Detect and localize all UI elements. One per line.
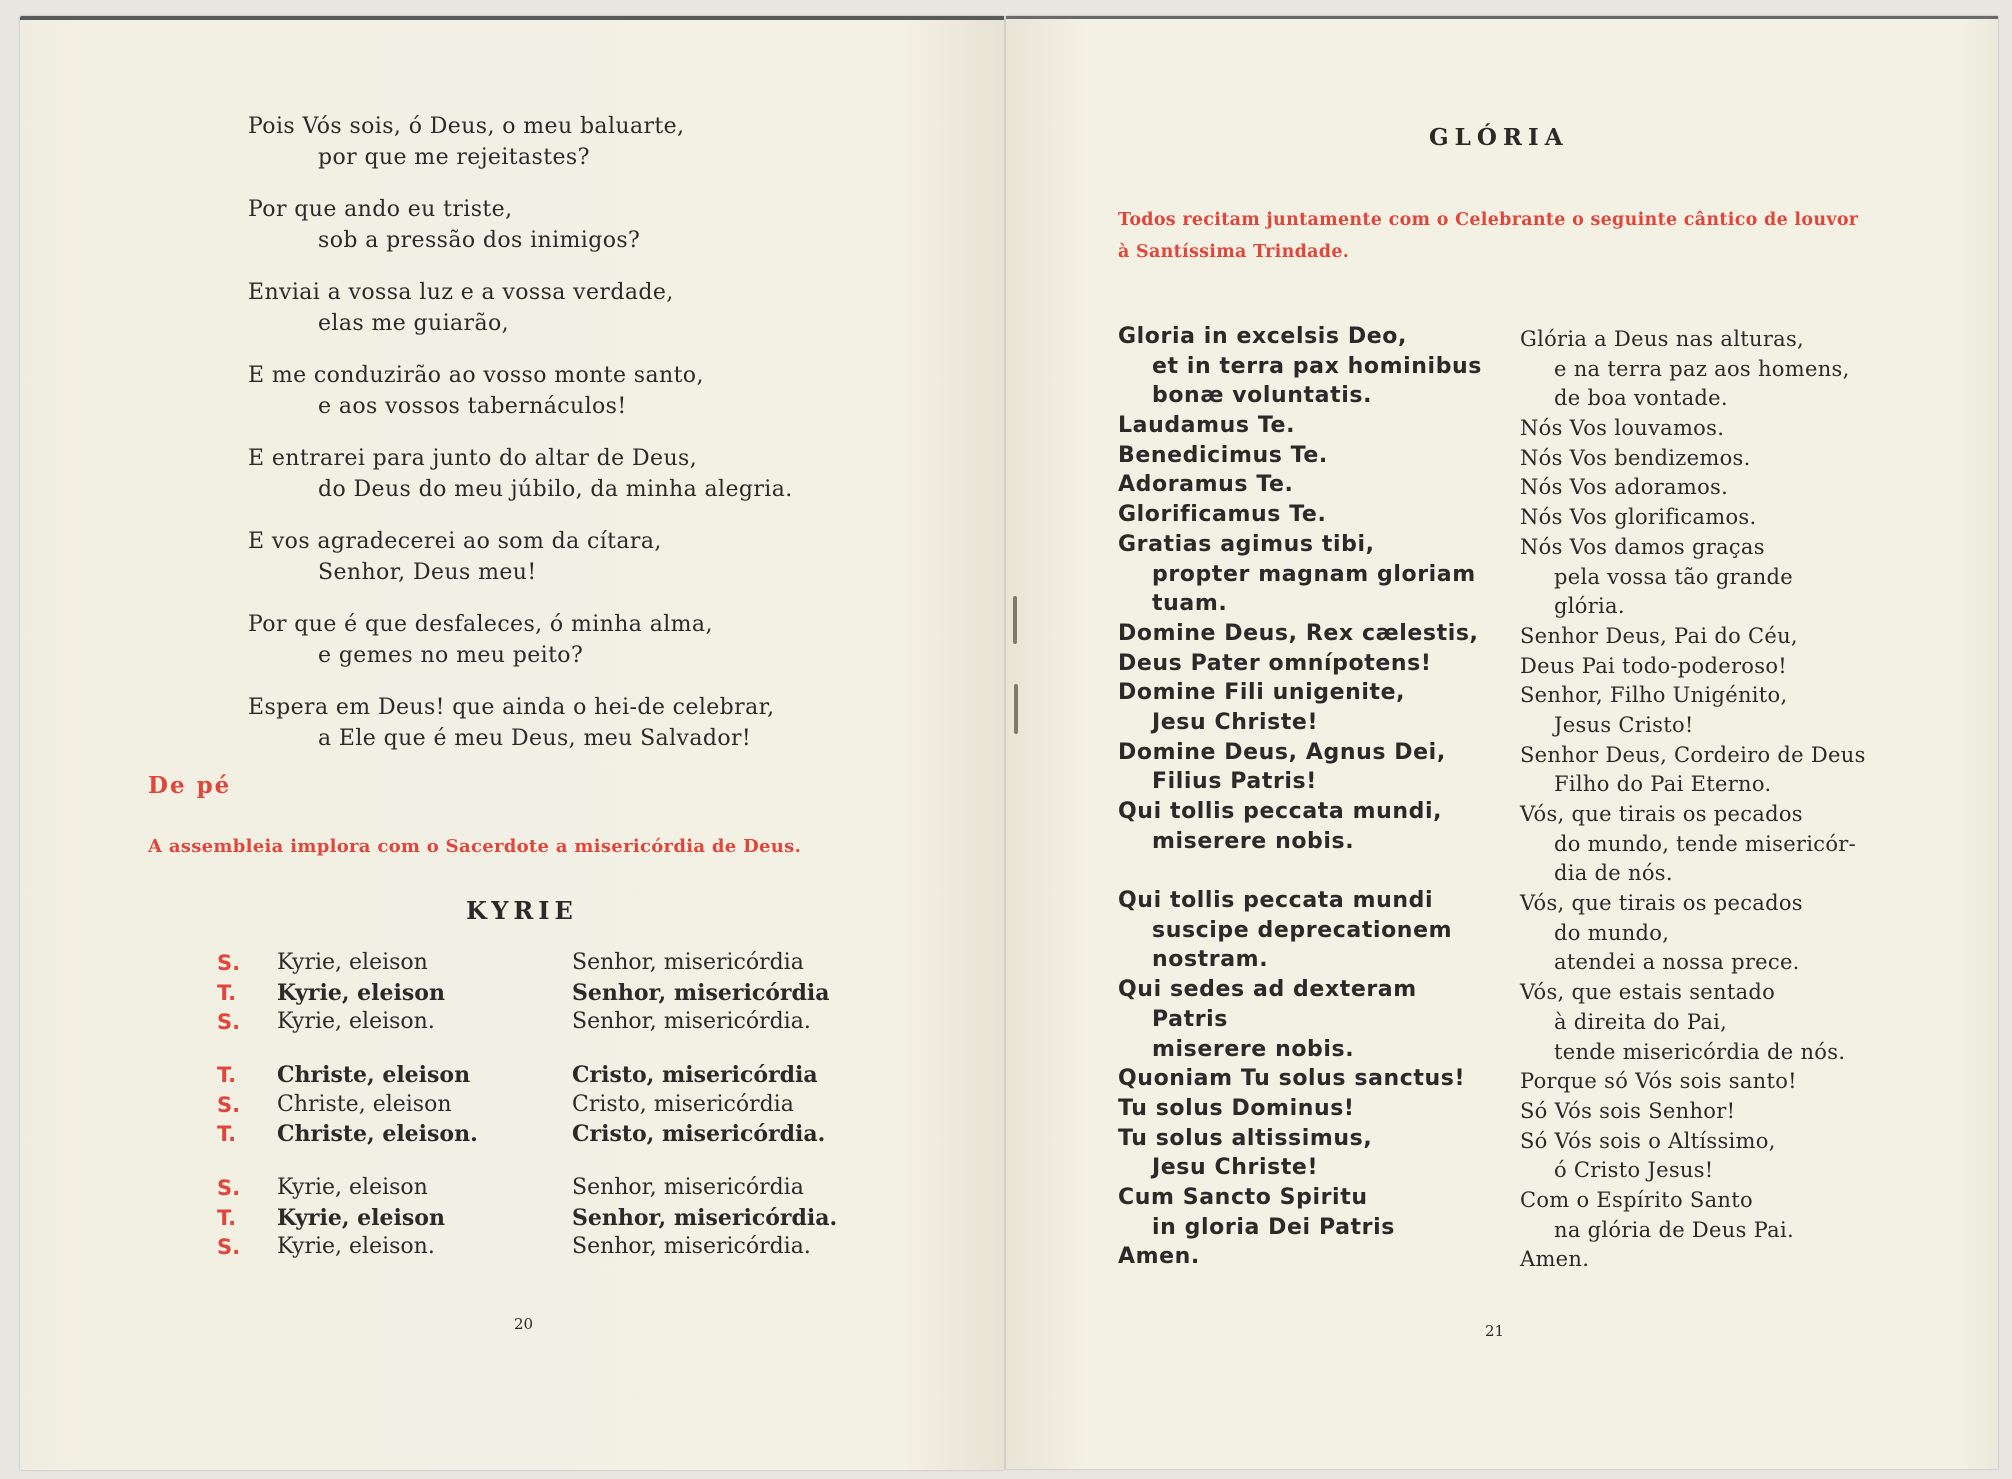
gloria-latin-line: Domine Deus, Agnus Dei, <box>1118 739 1446 765</box>
gloria-portuguese-line: tende misericórdia de nós. <box>1554 1039 1846 1064</box>
gloria-portuguese-line: Nós Vos adoramos. <box>1520 475 1729 500</box>
gloria-portuguese-line: dia de nós. <box>1554 861 1673 886</box>
gloria-portuguese-line: Só Vós sois o Altíssimo, <box>1520 1128 1776 1153</box>
gloria-latin-line: Quoniam Tu solus sanctus! <box>1118 1066 1466 1092</box>
gloria-rubric-line2: à Santíssima Trindade. <box>1118 242 1350 262</box>
psalm-verse-line-1: Pois Vós sois, ó Deus, o meu baluarte, <box>248 114 685 139</box>
psalm-verse-line-1: E me conduzirão ao vosso monte santo, <box>248 363 704 388</box>
gloria-portuguese-line: Filho do Pai Eterno. <box>1554 772 1772 797</box>
psalm-verse <box>248 526 793 588</box>
kyrie-portuguese: Cristo, misericórdia <box>572 1062 818 1088</box>
page-number-right: 21 <box>1485 1322 1505 1340</box>
psalm-verse-line-2: elas me guiarão, <box>318 311 510 336</box>
gloria-latin-line: Jesu Christe! <box>1152 1155 1319 1181</box>
gloria-portuguese-line: Senhor Deus, Pai do Céu, <box>1520 623 1798 648</box>
gloria-latin-line: nostram. <box>1152 947 1269 973</box>
gloria-latin-line: Deus Pater omnípotens! <box>1118 650 1432 676</box>
gloria-portuguese-line: e na terra paz aos homens, <box>1554 356 1850 381</box>
kyrie-latin: Kyrie, eleison <box>277 979 445 1006</box>
gloria-latin-line: miserere nobis. <box>1152 828 1355 854</box>
gloria-latin-line: Domine Fili unigenite, <box>1118 680 1406 706</box>
psalm-verse-line-1: E vos agradecerei ao som da cítara, <box>248 529 662 554</box>
kyrie-rubric: A assembleia implora com o Sacerdote a misericórdia de Deus. <box>148 836 802 857</box>
binding-staple-top <box>1013 596 1017 644</box>
gloria-portuguese-line: Porque só Vós sois santo! <box>1520 1069 1797 1094</box>
gloria-latin-line: Cum Sancto Spiritu <box>1118 1184 1368 1210</box>
gloria-latin-line: Jesu Christe! <box>1152 709 1319 735</box>
gloria-portuguese-line: Vós, que tirais os pecados <box>1520 802 1803 826</box>
gloria-latin-column <box>1118 322 1482 1272</box>
kyrie-portuguese: Senhor, misericórdia. <box>572 1234 811 1259</box>
gloria-latin-line: Adoramus Te. <box>1118 472 1294 498</box>
gloria-portuguese-line: Com o Espírito Santo <box>1520 1187 1753 1212</box>
kyrie-portuguese: Cristo, misericórdia <box>572 1091 794 1117</box>
gloria-portuguese-line: Deus Pai todo-poderoso! <box>1520 653 1788 678</box>
gloria-latin-line: in gloria Dei Patris <box>1152 1214 1395 1240</box>
kyrie-speaker: S. <box>217 951 241 975</box>
psalm-verses <box>248 111 793 754</box>
kyrie-speaker: S. <box>217 1092 241 1117</box>
gloria-latin-line: Gratias agimus tibi, <box>1118 531 1375 557</box>
gloria-latin-line: Amen. <box>1118 1244 1200 1270</box>
gloria-portuguese-line: do mundo, <box>1554 920 1670 945</box>
kyrie-table <box>217 948 917 1268</box>
gloria-portuguese-line: atendei a nossa prece. <box>1554 950 1800 975</box>
kyrie-portuguese: Senhor, misericórdia <box>572 979 830 1006</box>
gloria-latin-line: propter magnam gloriam <box>1152 561 1476 587</box>
gloria-portuguese-line: Só Vós sois Senhor! <box>1520 1098 1736 1123</box>
kyrie-title: KYRIE <box>466 896 578 925</box>
gloria-portuguese-line: Jesus Cristo! <box>1554 712 1694 737</box>
gloria-title: GLÓRIA <box>1429 124 1569 151</box>
gloria-latin-line: Patris <box>1152 1006 1228 1032</box>
kyrie-latin: Kyrie, eleison <box>277 1175 428 1200</box>
kyrie-speaker: S. <box>217 1235 241 1259</box>
gloria-portuguese-column <box>1520 325 1866 1275</box>
gloria-latin-line: Filius Patris! <box>1152 769 1317 795</box>
gloria-portuguese-line: Vós, que estais sentado <box>1520 980 1776 1005</box>
psalm-verse <box>248 277 793 339</box>
gloria-latin-line: tuam. <box>1152 591 1228 617</box>
gloria-latin-line <box>1118 856 1482 886</box>
kyrie-speaker: T. <box>217 980 237 1005</box>
gloria-portuguese-line: Nós Vos bendizemos. <box>1520 445 1751 470</box>
kyrie-latin: Kyrie, eleison <box>277 1204 445 1231</box>
gloria-latin-line: miserere nobis. <box>1152 1036 1355 1062</box>
kyrie-portuguese: Senhor, misericórdia. <box>572 1009 811 1034</box>
psalm-verse-line-2: sob a pressão dos inimigos? <box>318 228 641 253</box>
psalm-verse <box>248 194 793 256</box>
gloria-portuguese-line: do mundo, tende misericór- <box>1554 831 1857 856</box>
gloria-portuguese-line: Glória a Deus nas alturas, <box>1520 327 1805 351</box>
gloria-portuguese-line: Vós, que tirais os pecados <box>1520 891 1803 916</box>
gloria-latin-line: Qui sedes ad dexteram <box>1118 977 1417 1003</box>
psalm-verse-line-2: e gemes no meu peito? <box>318 643 584 668</box>
psalm-verse-line-1: Enviai a vossa luz e a vossa verdade, <box>248 280 674 305</box>
gloria-latin-line: Tu solus altissimus, <box>1118 1125 1373 1151</box>
psalm-verse-line-2: do Deus do meu júbilo, da minha alegria. <box>318 477 793 502</box>
gloria-latin-line: Glorificamus Te. <box>1118 502 1327 528</box>
kyrie-latin: Christe, eleison <box>277 1091 452 1117</box>
posture-label: De pé <box>148 772 232 799</box>
kyrie-latin: Christe, eleison <box>277 1062 471 1088</box>
gloria-latin-line: et in terra pax hominibus <box>1152 353 1482 379</box>
psalm-verse-line-2: Senhor, Deus meu! <box>318 560 537 585</box>
binding-staple-bottom <box>1014 684 1018 734</box>
gloria-portuguese-line: à direita do Pai, <box>1554 1009 1728 1034</box>
gloria-portuguese-line: de boa vontade. <box>1554 386 1728 411</box>
gloria-latin-line: Qui tollis peccata mundi <box>1118 888 1434 914</box>
kyrie-speaker: T. <box>217 1205 237 1230</box>
psalm-verse-line-1: Espera em Deus! que ainda o hei-de celebrar, <box>248 695 775 720</box>
kyrie-latin: Kyrie, eleison <box>277 950 428 975</box>
kyrie-latin: Christe, eleison. <box>277 1121 478 1147</box>
gloria-portuguese-line: Amen. <box>1520 1247 1590 1272</box>
psalm-verse <box>248 443 793 505</box>
psalm-verse-line-1: E entrarei para junto do altar de Deus, <box>248 446 698 471</box>
psalm-verse <box>248 692 793 754</box>
gloria-latin-line: bonæ voluntatis. <box>1152 383 1373 409</box>
psalm-verse-line-2: a Ele que é meu Deus, meu Salvador! <box>318 726 752 751</box>
psalm-verse-line-2: por que me rejeitastes? <box>318 145 590 170</box>
page-number-left: 20 <box>514 1315 534 1333</box>
gloria-latin-line: Domine Deus, Rex cælestis, <box>1118 620 1479 646</box>
psalm-verse <box>248 609 793 671</box>
gloria-latin-line: suscipe deprecationem <box>1152 917 1453 943</box>
psalm-verse-line-1: Por que ando eu triste, <box>248 197 513 222</box>
kyrie-speaker: S. <box>217 1176 241 1200</box>
kyrie-speaker: S. <box>217 1010 241 1034</box>
psalm-verse-line-2: e aos vossos tabernáculos! <box>318 394 627 419</box>
kyrie-latin: Kyrie, eleison. <box>277 1009 435 1034</box>
kyrie-portuguese: Senhor, misericórdia <box>572 950 804 975</box>
gloria-portuguese-line: Nós Vos damos graças <box>1520 534 1765 559</box>
gloria-portuguese-line: glória. <box>1554 594 1625 619</box>
gloria-portuguese-line: Nós Vos glorificamos. <box>1520 505 1757 530</box>
gloria-latin-line: Tu solus Dominus! <box>1118 1095 1355 1121</box>
kyrie-portuguese: Senhor, misericórdia <box>572 1175 804 1200</box>
gloria-latin-line: Qui tollis peccata mundi, <box>1118 799 1443 824</box>
kyrie-portuguese: Cristo, misericórdia. <box>572 1121 826 1147</box>
gloria-portuguese-line: Senhor, Filho Unigénito, <box>1520 683 1788 708</box>
gloria-portuguese-line: pela vossa tão grande <box>1554 564 1794 589</box>
gloria-portuguese-line: na glória de Deus Pai. <box>1554 1217 1794 1242</box>
gloria-portuguese-line: ó Cristo Jesus! <box>1554 1158 1714 1183</box>
gloria-latin-line: Gloria in excelsis Deo, <box>1118 324 1407 349</box>
gloria-portuguese-line: Senhor Deus, Cordeiro de Deus <box>1520 742 1866 767</box>
kyrie-speaker: T. <box>217 1122 237 1146</box>
psalm-verse-line-1: Por que é que desfaleces, ó minha alma, <box>248 612 713 637</box>
gloria-portuguese-line: Nós Vos louvamos. <box>1520 416 1725 441</box>
gloria-latin-line: Benedicimus Te. <box>1118 442 1328 468</box>
psalm-verse <box>248 360 793 422</box>
psalm-verse <box>248 111 793 173</box>
kyrie-latin: Kyrie, eleison. <box>277 1234 435 1259</box>
kyrie-speaker: T. <box>217 1063 237 1087</box>
kyrie-portuguese: Senhor, misericórdia. <box>572 1204 838 1231</box>
gloria-latin-line: Laudamus Te. <box>1118 413 1296 439</box>
gloria-rubric-line1: Todos recitam juntamente com o Celebrante o seguinte cântico de louvor <box>1118 210 1859 230</box>
